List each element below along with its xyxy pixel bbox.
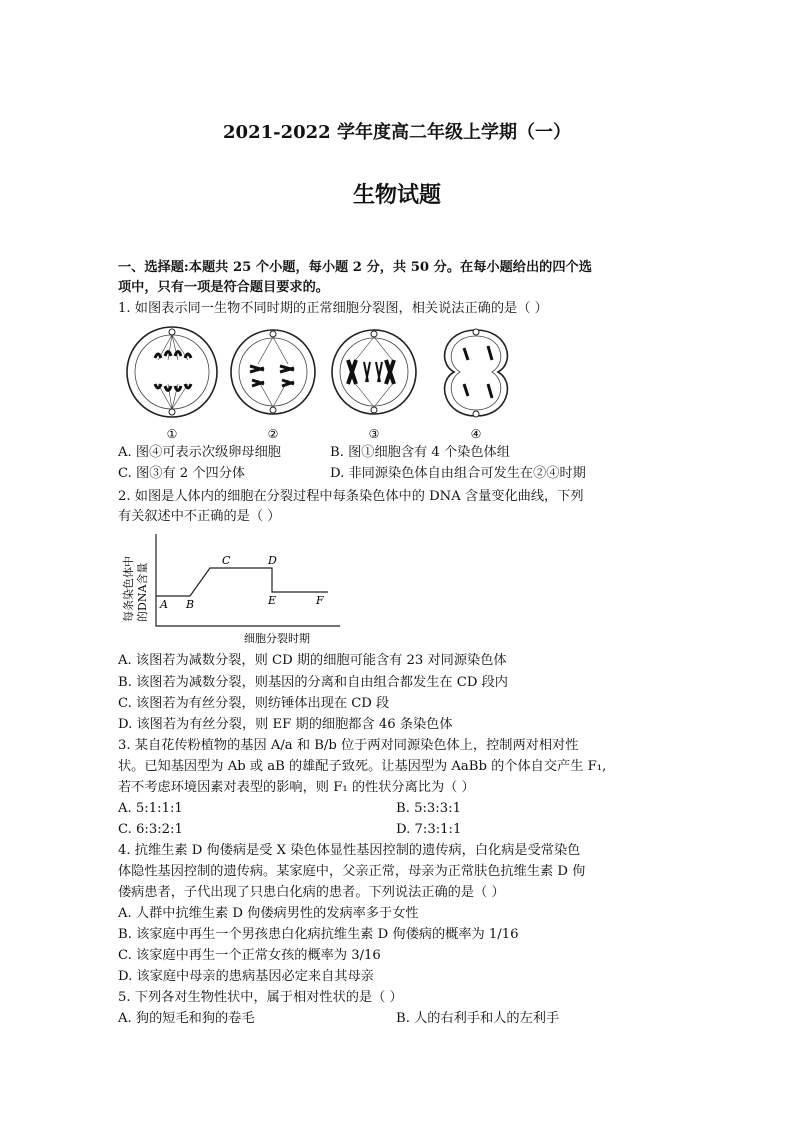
q2-option-d: D. 该图若为有丝分裂，则 EF 期的细胞都含 46 条染色体 — [118, 717, 453, 732]
q1-stem: 1. 如图表示同一生物不同时期的正常细胞分裂图，相关说法正确的是（ ） — [118, 301, 548, 316]
q3-option-c: C. 6:3:2:1 — [118, 822, 183, 837]
q1-option-c: C. 图③有 2 个四分体 — [118, 466, 246, 481]
q4-stem-line3: 偻病患者，子代出现了只患白化病的患者。下列说法正确的是（ ） — [118, 885, 505, 900]
q3-option-a: A. 5:1:1:1 — [118, 801, 183, 816]
exam-title: 2021-2022 学年度高二年级上学期（一） — [223, 122, 571, 143]
q2-option-c: C. 该图若为有丝分裂，则纺锤体出现在 CD 段 — [118, 696, 390, 711]
q3-stem-line1: 3. 某自花传粉植物的基因 A/a 和 B/b 位于两对同源染色体上，控制两对相对性 — [118, 738, 579, 753]
q2-stem-line2: 有关叙述中不正确的是（ ） — [118, 509, 281, 524]
q2-option-b: B. 该图若为减数分裂，则基因的分离和自由组合都发生在 CD 段内 — [118, 675, 508, 690]
q1-option-b: B. 图①细胞含有 4 个染色体组 — [330, 445, 510, 460]
cell-label-2: ② — [267, 427, 279, 441]
q3-stem-line3: 若不考虑环境因素对表型的影响，则 F₁ 的性状分离比为（ ） — [118, 780, 475, 795]
q3-option-b: B. 5:3:3:1 — [396, 801, 461, 816]
section-heading-line1: 一、选择题:本题共 25 个小题，每小题 2 分，共 50 分。在每小题给出的四个选 — [118, 260, 592, 275]
cell-label-4: ④ — [470, 427, 482, 441]
q2-option-a: A. 该图若为减数分裂，则 CD 期的细胞可能含有 23 对同源染色体 — [118, 653, 507, 668]
q2-stem-line1: 2. 如图是人体内的细胞在分裂过程中每条染色体中的 DNA 含量变化曲线，下列 — [118, 489, 584, 504]
q4-stem-line2: 体隐性基因控制的遗传病。某家庭中，父亲正常，母亲为正常肤色抗维生素 D 佝 — [118, 864, 586, 879]
cell-2-diagram — [231, 330, 315, 414]
q4-option-d: D. 该家庭中母亲的患病基因必定来自其母亲 — [118, 969, 374, 984]
cell-label-1: ① — [166, 427, 178, 441]
y-axis-label — [121, 556, 149, 622]
q3-stem-line2: 状。已知基因型为 Ab 或 aB 的雄配子致死。让基因型为 AaBb 的个体自交产生 F₁, — [118, 759, 607, 774]
q4-option-a: A. 人群中抗维生素 D 佝偻病男性的发病率多于女性 — [118, 906, 419, 921]
point-D: D — [268, 554, 277, 567]
q5-option-a: A. 狗的短毛和狗的卷毛 — [118, 1011, 255, 1026]
cell-3-diagram — [332, 330, 416, 414]
q1-cell-division-figure — [118, 322, 538, 442]
q1-option-d: D. 非同源染色体自由组合可发生在②④时期 — [330, 466, 586, 481]
q1-option-a: A. 图④可表示次级卵母细胞 — [118, 445, 281, 460]
point-B: B — [186, 598, 195, 611]
point-A: A — [160, 598, 168, 611]
exam-subject: 生物试题 — [352, 182, 441, 208]
section-heading-line2: 项中，只有一项是符合题目要求的。 — [118, 280, 329, 295]
q2-dna-graph — [118, 530, 358, 648]
q4-option-b: B. 该家庭中再生一个男孩患白化病抗维生素 D 佝偻病的概率为 1/16 — [118, 927, 519, 942]
cell-label-3: ③ — [368, 427, 380, 441]
dna-curve — [156, 568, 328, 596]
svg-text:的DNA含量: 的DNA含量 — [136, 562, 149, 622]
cell-4-diagram — [445, 329, 508, 417]
q4-stem-line1: 4. 抗维生素 D 佝偻病是受 X 染色体显性基因控制的遗传病，白化病是受常染色 — [118, 843, 581, 858]
q3-option-d: D. 7:3:1:1 — [396, 822, 462, 837]
point-F: F — [316, 594, 324, 607]
svg-text:每条染色体中: 每条染色体中 — [122, 556, 135, 622]
q5-stem: 5. 下列各对生物性状中，属于相对性状的是（ ） — [118, 990, 403, 1005]
cell-1-diagram — [127, 327, 217, 417]
axes — [156, 534, 340, 626]
point-C: C — [222, 554, 231, 567]
point-E: E — [268, 594, 277, 607]
x-axis-label: 细胞分裂时期 — [244, 632, 310, 645]
q4-option-c: C. 该家庭中再生一个正常女孩的概率为 3/16 — [118, 948, 381, 963]
q5-option-b: B. 人的右利手和人的左利手 — [396, 1011, 560, 1026]
